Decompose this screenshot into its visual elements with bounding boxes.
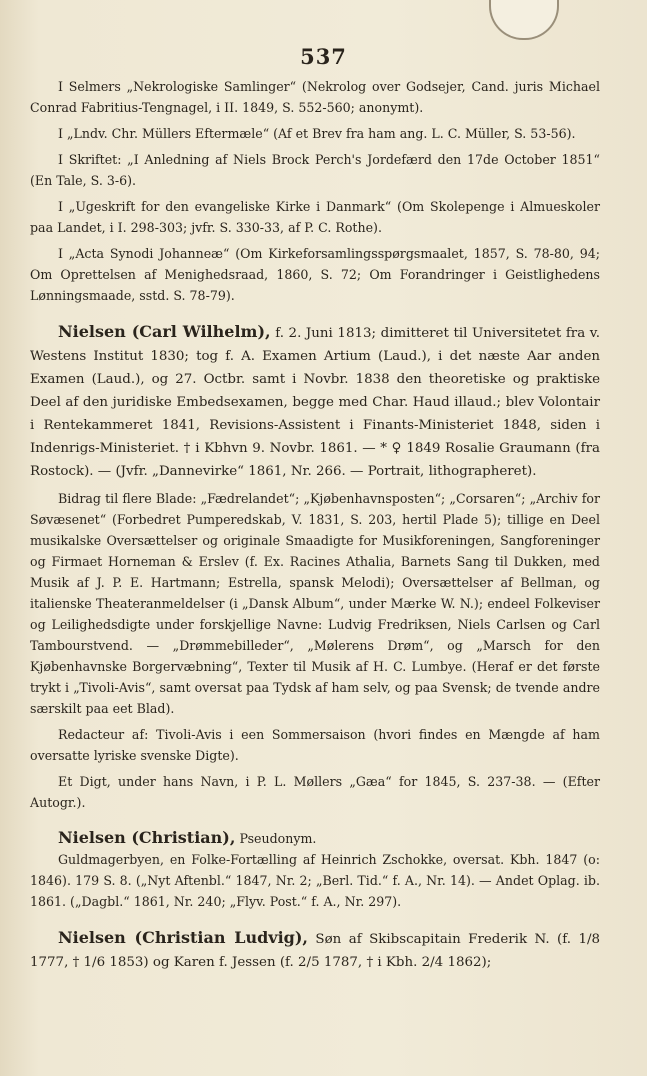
page-body: [30, 76, 600, 974]
entry-selmers: I Selmers „Nekrologiske Samlinger“ (Nekrolog over Godsejer, Cand. juris Michael Conrad Fabritius-Tengnagel, i II. 1849, S. 552-560; anonymt).: [30, 79, 600, 115]
scanner-clip-tab: [489, 0, 559, 40]
article-redacteur: Redacteur af: Tivoli-Avis i een Sommersaison (hvori findes en Mængde af ham oversatte lyriske svenske Digte).: [30, 727, 600, 763]
article-body: Søn af Skibscapitain Frederik N. (f. 1/8 1777, † 1/6 1853) og Karen f. Jessen (f. 2/5 1787, † i Kbh. 2/4 1862);: [30, 932, 600, 970]
article-carl-wilhelm: [30, 320, 600, 483]
article-heading: Nielsen (Christian),: [58, 828, 236, 847]
entry-acta-synodi: I „Acta Synodi Johanneæ“ (Om Kirkeforsamlingsspørgsmaalet, 1857, S. 78-80, 94; Om Oprettelsen af Menighedsraad, 1860, S. 72; Om Forandringer i Geistlighedens Lønningsmaade, sstd. S. 78-79).: [30, 246, 600, 303]
article-christian: [30, 827, 600, 849]
entry-ugeskrift: I „Ugeskrift for den evangeliske Kirke i Danmark“ (Om Skolepenge i Almueskoler paa Landet, i I. 298-303; jvfr. S. 330-33, af P. C. Rothe).: [30, 199, 600, 235]
article-body: f. 2. Juni 1813; dimitteret til Universitetet fra v. Westens Institut 1830; tog f. A. Examen Artium (Laud.), i det næste Aar anden Examen (Laud.), og 27. Octbr. samt i Novbr. 1838 den theoretiske og praktiske Deel af den juridiske Embedsexamen, begge med Char. Haud illaud.; blev Volontair i Rentekammeret 1841, Revisions-Assistent i Finants-Ministeriet 1848, siden i Indenrigs-Ministeriet. † i Kbhvn 9. Novbr. 1861. — * ♀ 1849 Rosalie Graumann (fra Rostock). — (Jvfr. „Dannevirke“ 1861, Nr. 266. — Portrait, lithographeret).: [30, 326, 601, 479]
entry-mullers-eftermaele: I „Lndv. Chr. Müllers Eftermæle“ (Af et Brev fra ham ang. L. C. Müller, S. 53-56).: [58, 126, 576, 141]
article-heading: Nielsen (Christian Ludvig),: [58, 928, 308, 947]
article-subheading: Pseudonym.: [239, 831, 317, 846]
article-heading: Nielsen (Carl Wilhelm),: [58, 322, 271, 341]
entry-skriftet-perch: I Skriftet: „I Anledning af Niels Brock Perch's Jordefærd den 17de October 1851“ (En Tale, S. 3-6).: [30, 152, 600, 188]
article-christian-ludvig: [30, 926, 600, 974]
page-number: 537: [300, 44, 347, 69]
article-bidrag: Bidrag til flere Blade: „Fædrelandet“; „Kjøbenhavnsposten“; „Corsaren“; „Archiv for Søvæsenet“ (Forbedret Pumperedskab, V. 1831, S. 203, hertil Plade 5); tillige en Deel musikalske Oversættelser og originale Smaadigte for Musikforeningen, Sangforeninger og Firmaet Horneman & Erslev (f. Ex. Racines Athalia, Barnets Sang til Dukken, med Musik af J. P. E. Hartmann; Estrella, spansk Melodi); Oversættelser af Bellman, og italienske Theateranmeldelser (i „Dansk Album“, under Mærke W. N.); endeel Folkeviser og Leilighedsdigte under forskjellige Navne: Ludvig Fredriksen, Niels Carlsen og Carl Tambourstvend. — „Drømmebilleder“, „Mølerens Drøm“, og „Marsch for den Kjøbenhavnske Borgervæbning“, Texter til Musik af H. C. Lumbye. (Heraf er det første trykt i „Tivoli-Avis“, samt oversat paa Tydsk af ham selv, og paa Svensk; de tvende andre særskilt paa eet Blad).: [30, 491, 600, 716]
article-body: Guldmagerbyen, en Folke-Fortælling af Heinrich Zschokke, oversat. Kbh. 1847 (o: 1846). 179 S. 8. („Nyt Aftenbl.“ 1847, Nr. 2; „Berl. Tid.“ f. A., Nr. 14). — Andet Oplag. ib. 1861. („Dagbl.“ 1861, Nr. 240; „Flyv. Post.“ f. A., Nr. 297).: [30, 852, 600, 909]
article-digt: Et Digt, under hans Navn, i P. L. Møllers „Gæa“ for 1845, S. 237-38. — (Efter Autogr.).: [30, 774, 600, 810]
